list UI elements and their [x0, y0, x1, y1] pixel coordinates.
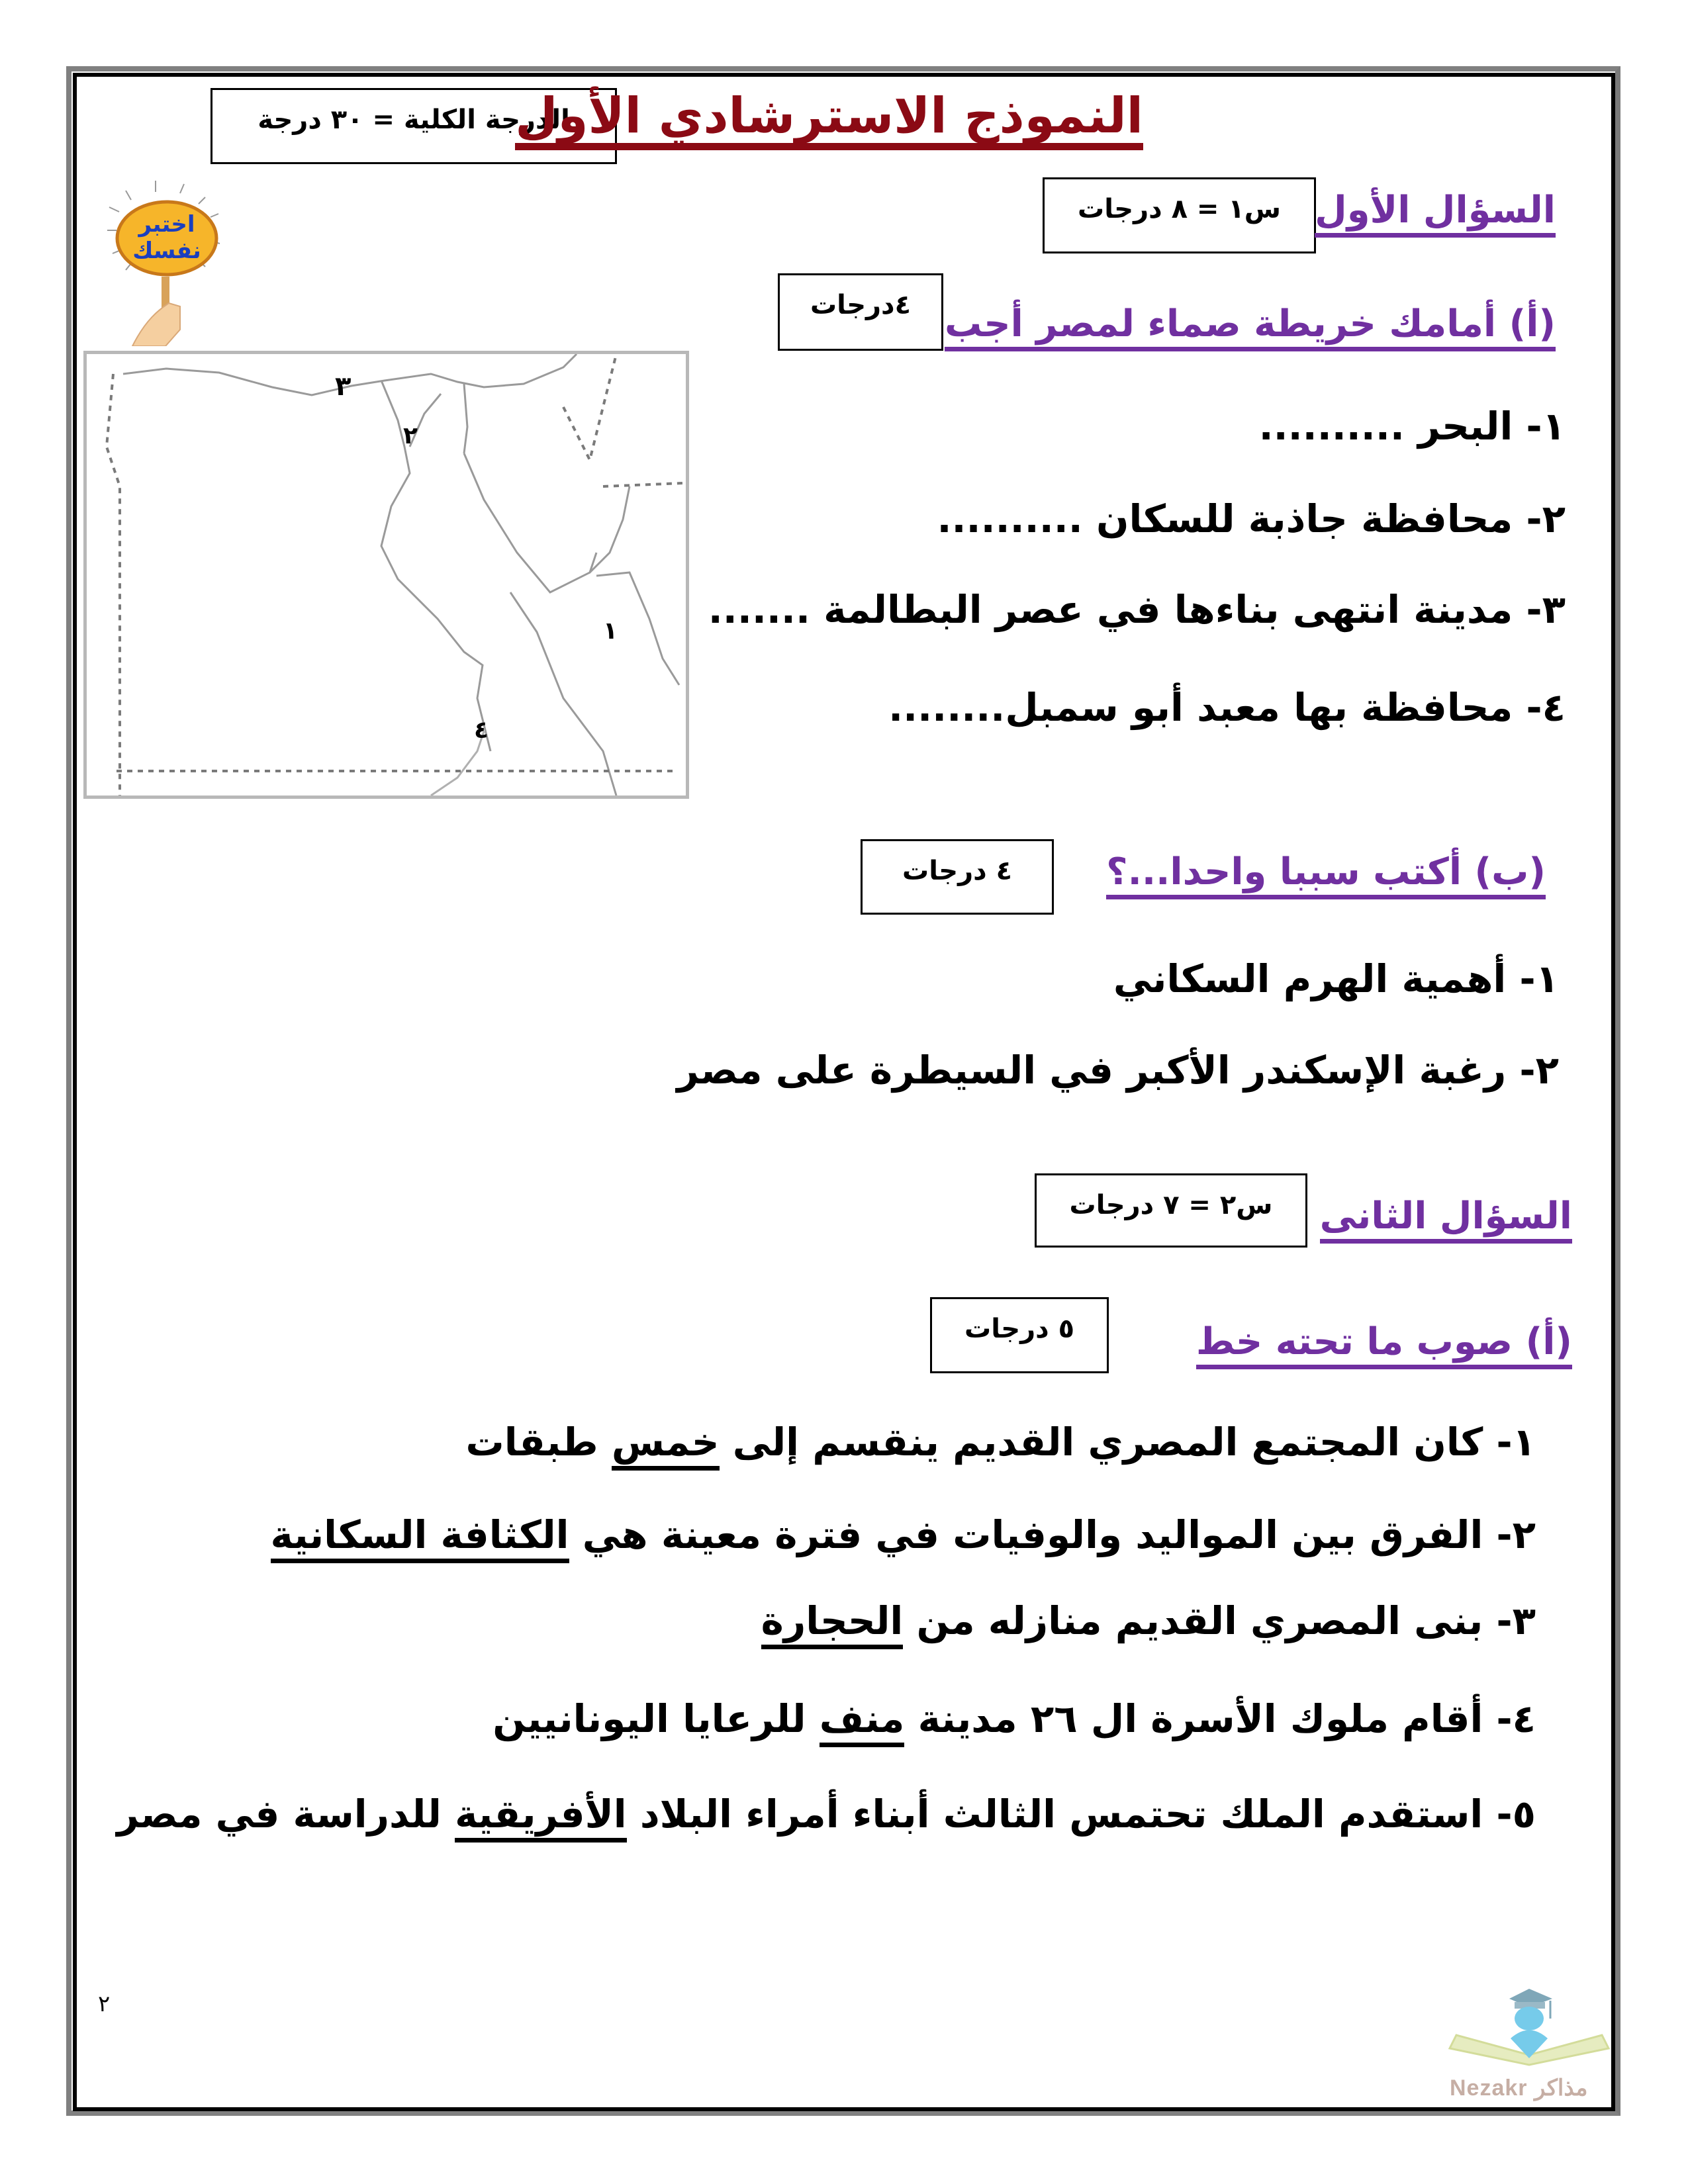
q1b-grade-text: ٤ درجات [902, 856, 1012, 886]
q1a-item-2: ٢- محافظة جاذبة للسكان .......... [937, 496, 1566, 541]
q1a-grade-text: ٤درجات [810, 290, 912, 320]
svg-text:نفسك: نفسك [132, 238, 201, 264]
q2a-item-3: ٣- بنى المصري القديم منازله من الحجارة [761, 1602, 1536, 1640]
map-label-3: ٣ [335, 371, 352, 402]
underlined-word: منف [820, 1696, 905, 1747]
underlined-word: الحجارة [761, 1598, 904, 1649]
q2-heading: السؤال الثانى [1320, 1198, 1572, 1244]
q2a-item-4: ٤- أقام ملوك الأسرة ال ٢٦ مدينة منف للرعايا اليونانيين [492, 1700, 1536, 1738]
q2-grade-text: س٢ = ٧ درجات [1069, 1190, 1273, 1220]
q1a-item-1: ١- البحر .......... [1258, 404, 1566, 449]
q1b-item-2: ٢- رغبة الإسكندر الأكبر في السيطرة على مصر [677, 1048, 1559, 1093]
map-label-2: ٢ [403, 422, 418, 449]
q2a-item-1: ١- كان المجتمع المصري القديم ينقسم إلى خمس طبقات [466, 1423, 1536, 1461]
map-label-4: ٤ [474, 717, 489, 744]
q1b-grade-box [861, 839, 1054, 915]
svg-text:اختبر: اختبر [138, 211, 195, 238]
q1a-item-4: ٤- محافظة بها معبد أبو سمبل........ [888, 685, 1566, 730]
q1a-grade-box [778, 273, 943, 351]
egypt-map-outline-icon [87, 354, 686, 796]
q1-grade-text: س١ = ٨ درجات [1078, 194, 1281, 224]
underlined-word: خمس [612, 1420, 720, 1471]
q2-grade-box [1035, 1173, 1307, 1248]
q2a-heading: (أ) صوب ما تحته خط [1196, 1324, 1572, 1369]
q1a-item-3: ٣- مدينة انتهى بناءها في عصر البطالمة ....... [708, 587, 1566, 632]
q2a-item-2: ٢- الفرق بين المواليد والوفيات في فترة معينة هي الكثافة السكانية [271, 1516, 1536, 1554]
graduate-book-icon [1436, 1976, 1628, 2075]
q1b-heading: (ب) أكتب سببا واحدا...؟ [1106, 854, 1546, 899]
q2a-item-5: ٥- استقدم الملك تحتمس الثالث أبناء أمراء البلاد الأفريقية للدراسة في مصر [117, 1795, 1536, 1833]
q1-grade-box [1043, 177, 1316, 253]
watermark-logo [1436, 1976, 1628, 2108]
q1-heading: السؤال الأول [1315, 192, 1556, 238]
total-grade-text: الدرجة الكلية = ٣٠ درجة [258, 105, 570, 135]
test-yourself-sign [106, 177, 278, 346]
page-title: النموذج الاسترشادي الأول [515, 91, 1143, 150]
watermark-text: Nezakr مذاكر [1450, 2075, 1588, 2101]
q2a-grade-box [930, 1297, 1109, 1373]
q1a-heading: (أ) أمامك خريطة صماء لمصر أجب [945, 306, 1556, 351]
q1b-item-1: ١- أهمية الهرم السكاني [1113, 956, 1559, 1001]
egypt-blank-map [83, 351, 689, 799]
map-label-1: ١ [603, 617, 618, 645]
q2a-grade-text: ٥ درجات [964, 1314, 1074, 1344]
page-number: ٢ [98, 1991, 111, 2017]
test-yourself-icon [106, 177, 278, 346]
underlined-word: الكثافة السكانية [271, 1512, 569, 1563]
underlined-word: الأفريقية [455, 1792, 627, 1843]
